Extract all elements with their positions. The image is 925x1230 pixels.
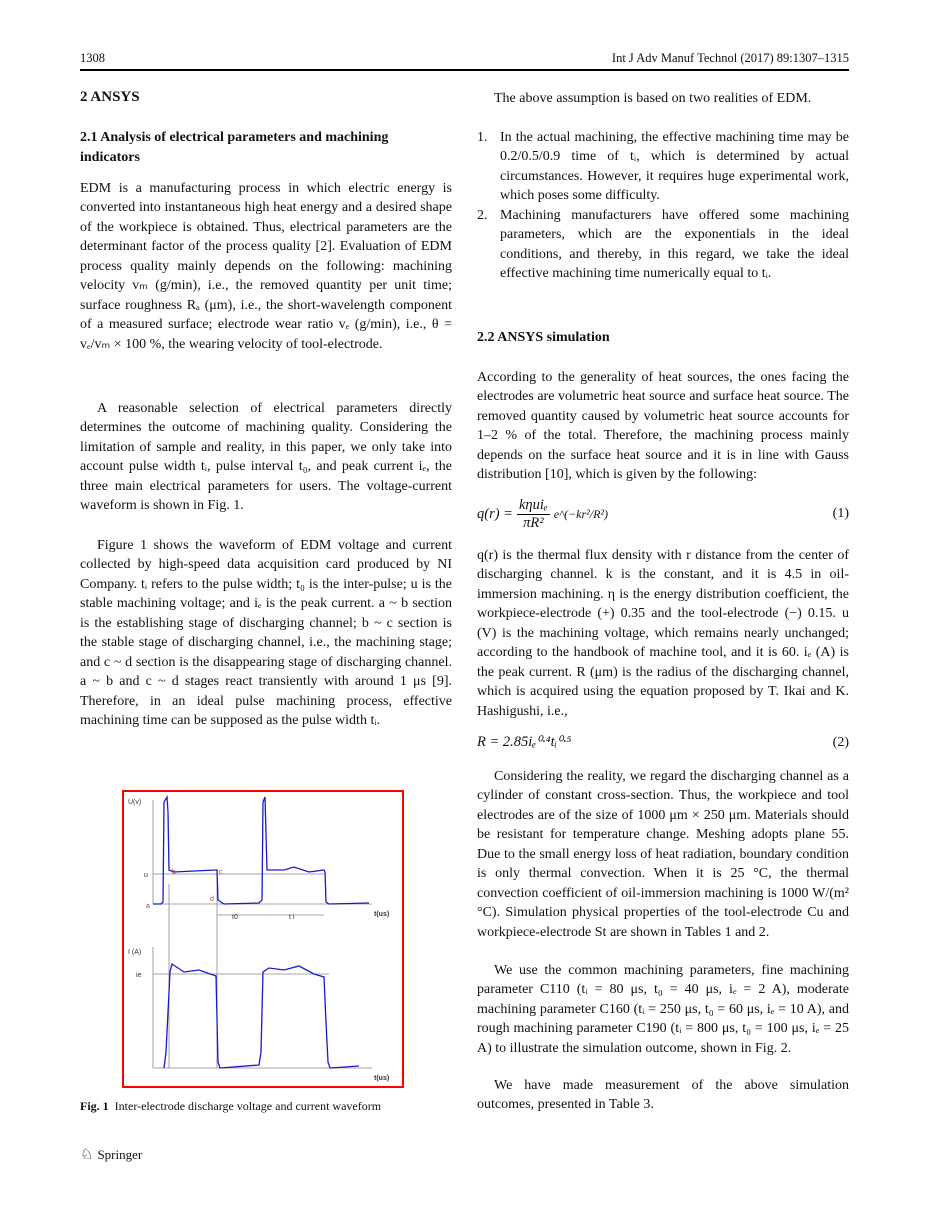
- current-axis-label: I (A): [128, 949, 142, 956]
- caption-text: Inter-electrode discharge voltage and current waveform: [114, 1099, 382, 1113]
- paragraph: The above assumption is based on two realities of EDM.: [494, 91, 812, 106]
- list-number: 1.: [477, 130, 488, 145]
- eq1-fraction: [517, 497, 550, 532]
- list-text: Machining manufacturers have offered some machining parameters, which are the exponentials in the ideal conditions, and thereby, in this regard, we take the ideal effective machining time numerically equal to tᵢ.: [500, 208, 849, 282]
- footer-publisher: [80, 1145, 142, 1164]
- voltage-axis-label: U(v): [128, 799, 142, 806]
- figure-caption: [80, 1099, 452, 1114]
- equation-2: R = 2.85iₑ⁰·⁴tᵢ⁰·⁵: [477, 734, 572, 750]
- paragraph: According to the generality of heat sources, the ones facing the electrodes are volumetric heat source and surface heat source. The removed quantity caused by volumetric heat source accounts for 1–2 % of the total. Therefore, the machining process mainly depends on the surface heat source and it is in line with Gauss distribution [10], which is given by the following:: [477, 370, 849, 483]
- point-d-label: d: [210, 896, 214, 903]
- paragraph: We use the common machining parameters, fine machining parameter C110 (tᵢ = 80 μs, t₀ = 40 μs, iₑ = 2 A), moderate machining parameter C160 (tᵢ = 250 μs, t₀ = 60 μs, iₑ = 10 A), and rough machining parameter C190 (tᵢ = 800 μs, t₀ = 100 μs, iₑ = 25 A) to illustrate the simulation outcome, shown in Fig. 2.: [477, 963, 849, 1056]
- paragraph: Considering the reality, we regard the discharging channel as a cylinder of constant cross-section. Thus, the workpiece and tool electrodes are of the size of 1000 μm × 250 μm. Materials should be resistant for temperature change. Meshing adopts plane 55. Due to the small energy loss of heat radiation, boundary condition is only thermal convection. When it is 25 °C, the thermal convection coefficient of oil-immersion machining is 1000 W/(m² °C). Simulation physical properties of the tool-electrode Cu and workpiece-electrode St are shown in Tables 1 and 2.: [477, 769, 849, 940]
- equation-number: (1): [832, 506, 849, 521]
- figure-1-waveform: [122, 790, 404, 1088]
- journal-citation: Int J Adv Manuf Technol (2017) 89:1307–1315: [611, 51, 849, 65]
- point-b-label: b: [172, 869, 176, 876]
- u-label: u: [144, 872, 148, 879]
- eq1-numerator: kηuiₑ: [518, 497, 548, 513]
- eq1-lhs: q(r) =: [477, 506, 513, 522]
- equation-number: (2): [832, 735, 849, 750]
- point-c-label: c: [219, 869, 223, 876]
- list-item: [477, 206, 849, 284]
- eq1-denominator: πR²: [523, 515, 544, 531]
- paragraph: A reasonable selection of electrical parameters directly determines the outcome of machining quality. Considering the limitation of sample and reality, in this paper, we only take into account pulse width tᵢ, pulse interval t₀, and peak current iₑ, the three main electrical parameters for users. The voltage-current waveform is shown in Fig. 1.: [80, 401, 452, 514]
- paragraph: EDM is a manufacturing process in which electric energy is converted into instantaneous high heat energy and a desired shape of the workpiece is obtained. Thus, electrical parameters are the determinant factor of the process quality [2]. Evaluation of EDM process quality mainly depends on the following: machining velocity vₘ (g/min), i.e., the removed quantity per unit time; surface roughness Rₐ (μm), i.e., the short-wavelength component of a measured surface; electrode wear ratio vₑ (g/min), i.e., θ = vₑ/vₘ × 100 %, the wearing velocity of tool-electrode.: [80, 181, 452, 352]
- subsection-heading: 2.1 Analysis of electrical parameters and machining indicators: [80, 130, 389, 165]
- section-heading: 2 ANSYS: [80, 89, 140, 105]
- list-item: [477, 128, 849, 206]
- springer-logo-icon: ♘: [80, 1147, 94, 1163]
- publisher-name: Springer: [97, 1146, 143, 1162]
- caption-label: Fig. 1: [80, 1099, 109, 1113]
- ti-label: t i: [289, 914, 295, 921]
- header-rule: [80, 69, 849, 71]
- page-number: 1308: [80, 51, 105, 65]
- paragraph: q(r) is the thermal flux density with r distance from the center of discharging channel. k is the constant, and it is 4.5 in oil-immersion machining. η is the energy distribution coefficient, the workpiece-electrode (+) 0.35 and the tool-electrode (−) 0.15. u (V) is the machining voltage, which remains nearly unchanged; according to the handbook of machine tool, and it is 60. iₑ (A) is the peak current. R (μm) is the radius of the discharging channel, which is acquired using the equation proposed by T. Ikai and K. Hashigushi, i.e.,: [477, 548, 849, 719]
- time-axis-label-2: t(us): [374, 1075, 390, 1082]
- list-text: In the actual machining, the effective machining time may be 0.2/0.5/0.9 time of tᵢ, which is determined by actual circumstances. However, it requires huge experimental work, which poses some difficulty.: [500, 130, 849, 204]
- paragraph: Figure 1 shows the waveform of EDM voltage and current collected by high-speed data acquisition card produced by NI Company. tᵢ refers to the pulse width; t₀ is the inter-pulse; u is the stable machining voltage; and iₑ is the peak current. a ~ b section is the establishing stage of discharging channel; b ~ c section is the stable stage of discharging channel, i.e., the machining stage; and c ~ d section is the disappearing stage of discharging channel. a ~ b and c ~ d stages react transiently with around 1 μs [9]. Therefore, in an ideal pulse machining process, effective machining time can be supposed as the pulse width tᵢ.: [80, 538, 452, 729]
- time-axis-label: t(us): [374, 911, 390, 918]
- subsection-heading: 2.2 ANSYS simulation: [477, 330, 610, 345]
- paragraph: We have made measurement of the above simulation outcomes, presented in Table 3.: [477, 1078, 849, 1113]
- equation-1: [477, 497, 608, 532]
- list-number: 2.: [477, 208, 488, 223]
- t0-label: t0: [232, 914, 238, 921]
- point-a-label: a: [146, 903, 150, 910]
- eq1-exponential: e^(−kr²/R²): [553, 507, 609, 521]
- ie-label: ie: [136, 972, 142, 979]
